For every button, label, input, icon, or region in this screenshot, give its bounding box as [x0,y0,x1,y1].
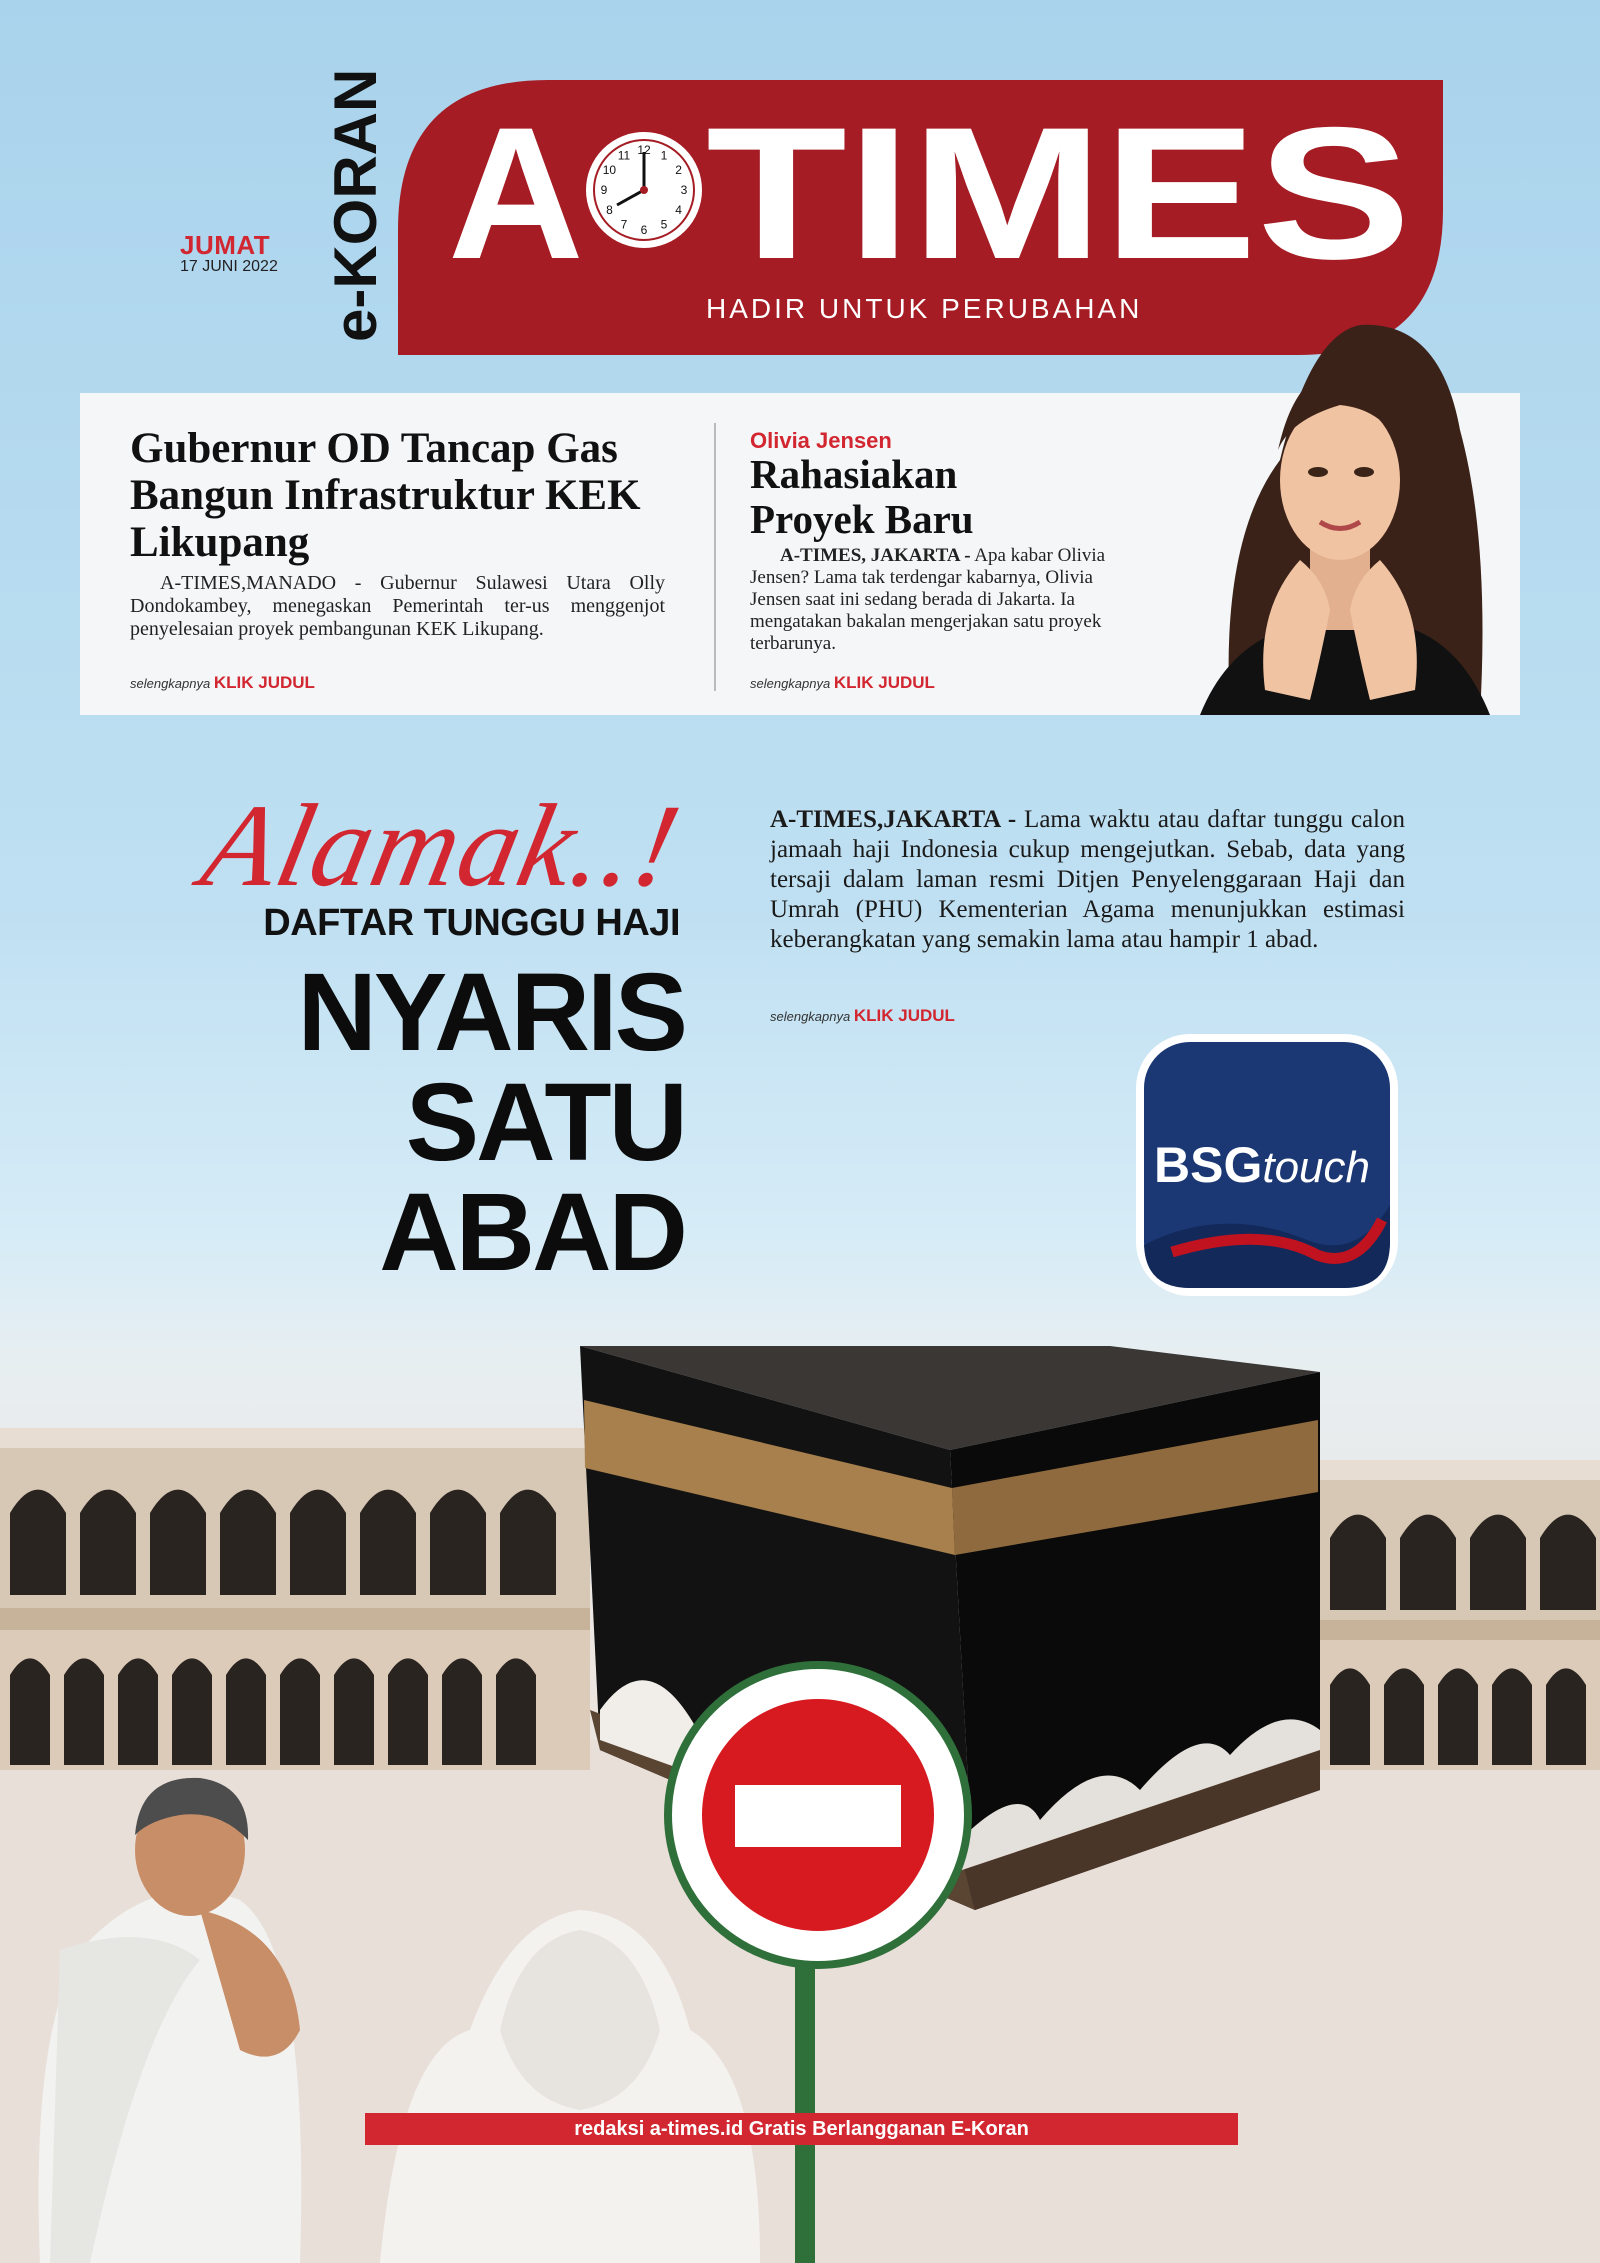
read-more-prefix: selengkapnya [130,676,211,691]
clock-icon [584,130,704,250]
lead-body-text: Lama waktu atau daftar tunggu calon jamaah haji Indonesia cukup mengejutkan. Sebab, data yang tersaji dalam laman resmi Ditjen Penyelenggaraan Haji dan Umrah (PHU) Kementerian Agama menunjukkan estimasi keberangkatan yang semakin lama atau hampir 1 abad. [770,806,1405,953]
story1-read-more[interactable] [130,673,315,693]
e-koran-text: e-KORAN [322,68,389,342]
clock-numeral: 7 [620,217,628,232]
story1-title[interactable]: Gubernur OD Tancap Gas Bangun Infrastruktur KEK Likupang [130,425,641,566]
clock-numeral: 5 [660,217,668,232]
mosque-colonnade-left [0,1428,590,1770]
issue-date: 17 JUNI 2022 [180,258,278,275]
arch [500,1490,556,1595]
olivia-jensen-photo[interactable] [1160,310,1520,715]
clock-numeral: 12 [637,143,651,157]
arch [172,1658,212,1765]
lead-body [770,805,1405,955]
arch [118,1658,158,1765]
arch [1546,1668,1586,1765]
read-more-prefix: selengkapnya [750,676,831,691]
clock-numeral: 4 [675,203,682,217]
arch [80,1490,136,1595]
arch [226,1658,266,1765]
arch [290,1490,346,1595]
arch [1330,1668,1370,1765]
clock-numeral: 3 [680,183,688,197]
logo-times: TIMES [706,88,1411,298]
mosque-colonnade-right [1320,1460,1600,1770]
read-more-link[interactable]: KLIK JUDUL [213,673,315,692]
read-more-link[interactable]: KLIK JUDUL [853,1006,955,1025]
footer-subscribe-bar[interactable]: redaksi a-times.id Gratis Berlangganan E-Koran [365,2113,1238,2145]
bsg-brand: BSG [1154,1137,1263,1193]
arch [1540,1515,1596,1610]
story2-dateline: A-TIMES, JAKARTA - [780,545,971,566]
arch [388,1658,428,1765]
clock-numeral: 1 [660,148,668,163]
logo-a: A [448,88,584,298]
svg-text:BSGtouch [1154,1137,1370,1193]
issue-day: JUMAT [180,230,271,260]
arch [1384,1668,1424,1765]
read-more-link[interactable]: KLIK JUDUL [833,673,935,692]
arch [280,1658,320,1765]
arch [150,1490,206,1595]
story2-body-text: Apa kabar Olivia Jensen? Lama tak terdengar kabarnya, Olivia Jensen saat ini sedang berada di Jakarta. Ia mengatakan bakalan mengerjakan satu proyek terbarunya. [750,545,1106,654]
clock-numeral: 9 [600,183,608,197]
arch [10,1490,66,1595]
arch [442,1658,482,1765]
e-koran-label [318,70,390,350]
arch [64,1658,104,1765]
story2-body [750,545,1142,655]
lead-headline-line1[interactable]: NYARIS [297,951,685,1074]
lead-headline-line3[interactable]: ABAD [379,1171,685,1294]
arch [334,1658,374,1765]
story2-kicker: Olivia Jensen [750,428,892,453]
arch [1330,1515,1386,1610]
bsg-touch: touch [1262,1143,1370,1192]
clock-numeral: 2 [675,163,682,177]
lead-dateline: A-TIMES,JAKARTA - [770,806,1017,833]
story2-read-more[interactable] [750,673,935,693]
arch [1492,1668,1532,1765]
clock-numeral: 6 [640,223,648,237]
clock-numeral: 11 [617,148,631,163]
bsg-touch-ad[interactable] [1132,1030,1402,1300]
arch [360,1490,416,1595]
arch [1438,1668,1478,1765]
arch [1400,1515,1456,1610]
clock-numeral: 8 [606,203,613,217]
arch [220,1490,276,1595]
read-more-prefix: selengkapnya [770,1009,851,1024]
clock-numeral: 10 [602,163,617,177]
lead-read-more[interactable] [770,1006,955,1026]
arch [496,1658,536,1765]
arch [430,1490,486,1595]
tagline: HADIR UNTUK PERUBAHAN [706,293,1143,324]
script-title [192,780,700,915]
story2-title[interactable]: Rahasiakan Proyek Baru [750,451,974,542]
column-divider [714,423,716,691]
arch [1470,1515,1526,1610]
arch [10,1658,50,1765]
lead-subhead: DAFTAR TUNGGU HAJI [263,902,680,944]
script-title-text: Alamak..! [192,780,690,911]
lead-headline-line2[interactable]: SATU [405,1061,685,1184]
story1-body: A-TIMES,MANADO - Gubernur Sulawesi Utara Olly Dondokambey, menegaskan Pemerintah ter-us menggenjot penyelesaian proyek pembangunan KEK Likupang. [130,572,665,640]
